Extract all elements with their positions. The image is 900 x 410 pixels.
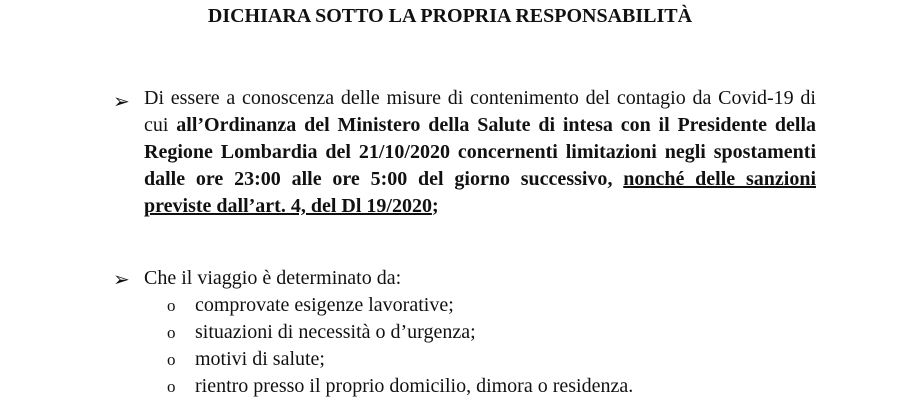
statement-end: ; xyxy=(431,195,439,217)
separator: , xyxy=(607,168,624,190)
sanctions-reference: nonché delle sanzioni previste dall’art. 4, del Dl 19/2020 xyxy=(144,168,816,217)
circle-bullet-icon: o xyxy=(167,377,176,396)
ordinance-reference xyxy=(144,114,816,217)
list-item: o motivi di salute; xyxy=(167,346,633,373)
arrow-bullet-icon: ➢ xyxy=(113,91,130,113)
arrow-bullet-icon: ➢ xyxy=(113,269,130,291)
list-item: o situazioni di necessità o d’urgenza; xyxy=(167,319,633,346)
list-item: o rientro presso il proprio domicilio, dimora o residenza. xyxy=(167,373,633,400)
list-item: o comprovate esigenze lavorative; xyxy=(167,292,633,319)
travel-reason-intro: Che il viaggio è determinato da: xyxy=(144,267,402,289)
ordinance-text: all’Ordinanza del Ministero della Salute di intesa con il Presidente della Regione Lombardia del 21/10/2020 concernenti limitazioni negli spostamenti dalle ore 23:00 alle ore 5:00 del giorno successivo xyxy=(144,114,817,190)
declaration-heading: DICHIARA SOTTO LA PROPRIA RESPONSABILITÀ xyxy=(207,5,693,27)
awareness-statement xyxy=(144,85,816,220)
circle-bullet-icon: o xyxy=(167,323,176,342)
awareness-plain-text: Di essere a conoscenza delle misure di contenimento del contagio da Covid-19 di cui xyxy=(144,87,816,136)
circle-bullet-icon: o xyxy=(167,350,176,369)
circle-bullet-icon: o xyxy=(167,296,176,315)
travel-reason-list xyxy=(167,292,633,400)
